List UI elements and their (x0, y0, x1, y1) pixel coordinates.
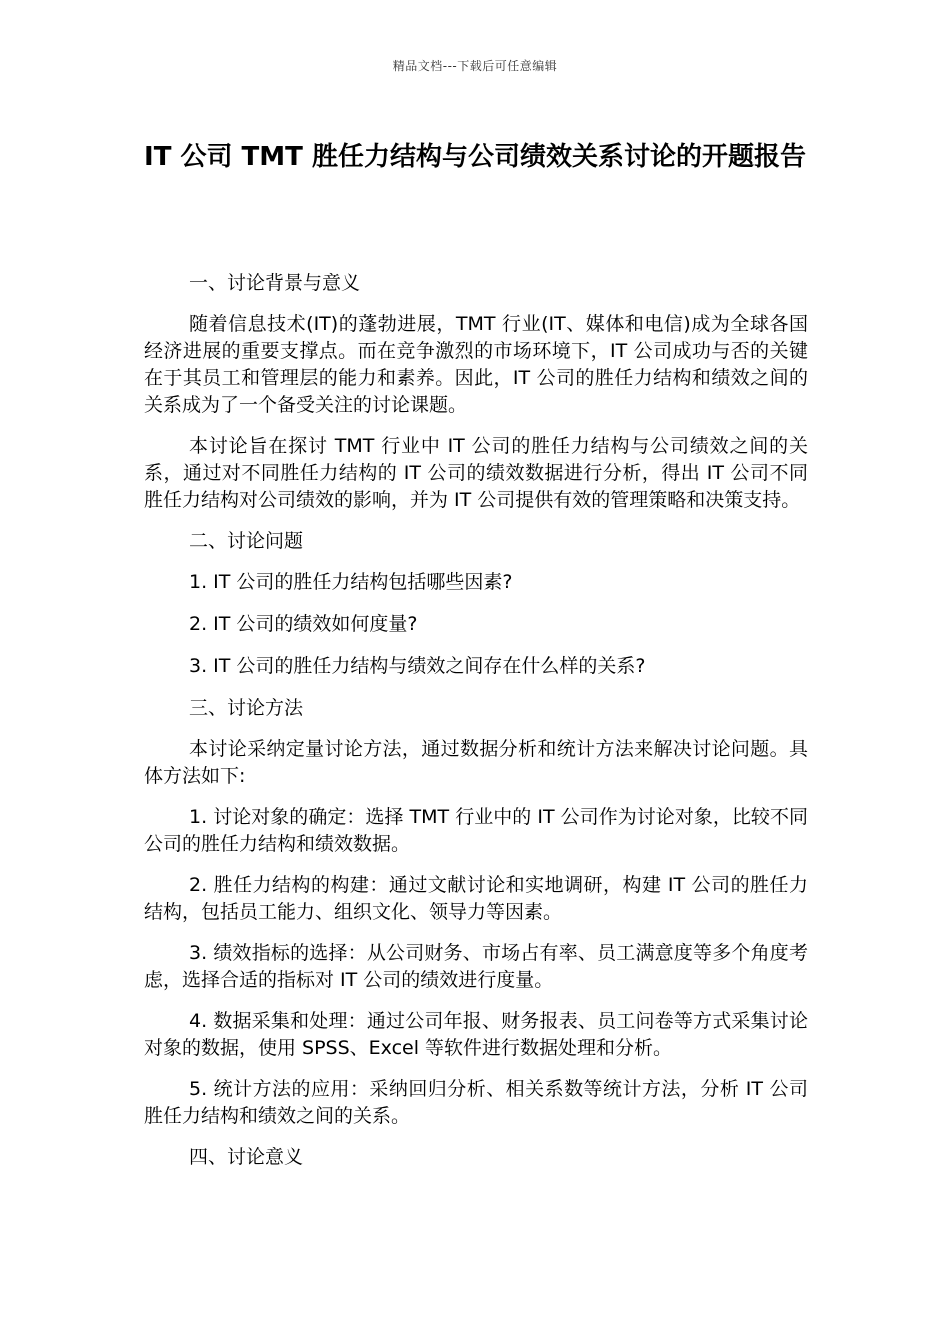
section-heading-methods: 三、讨论方法 (189, 697, 304, 719)
method-item-4: 4. 数据采集和处理：通过公司年报、财务报表、员工问卷等方式采集讨论对象的数据，使用 SPSS、Excel 等软件进行数据处理和分析。 (144, 1010, 808, 1059)
paragraph-methods-intro: 本讨论采纳定量讨论方法，通过数据分析和统计方法来解决讨论问题。具体方法如下: (144, 738, 808, 787)
section-heading-significance: 四、讨论意义 (189, 1146, 304, 1168)
question-item-2: 2. IT 公司的绩效如何度量? (189, 613, 418, 635)
question-item-1: 1. IT 公司的胜任力结构包括哪些因素? (189, 571, 513, 593)
paragraph-purpose: 本讨论旨在探讨 TMT 行业中 IT 公司的胜任力结构与公司绩效之间的关系，通过对不同胜任力结构的 IT 公司的绩效数据进行分析，得出 IT 公司不同胜任力结构对公司绩效的影响，并为 IT 公司提供有效的管理策略和决策支持。 (144, 435, 808, 511)
question-item-3: 3. IT 公司的胜任力结构与绩效之间存在什么样的关系? (189, 655, 646, 677)
document-body (144, 270, 808, 1185)
method-item-2: 2. 胜任力结构的构建：通过文献讨论和实地调研，构建 IT 公司的胜任力结构，包括员工能力、组织文化、领导力等因素。 (144, 874, 808, 923)
document-title: IT 公司 TMT 胜任力结构与公司绩效关系讨论的开题报告 (144, 142, 806, 172)
paragraph-background: 随着信息技术(IT)的蓬勃进展，TMT 行业(IT、媒体和电信)成为全球各国经济进展的重要支撑点。而在竞争激烈的市场环境下，IT 公司成功与否的关键在于其员工和管理层的能力和素养。因此，IT 公司的胜任力结构和绩效之间的关系成为了一个备受关注的讨论课题。 (144, 313, 808, 416)
header-note: 精品文档---下载后可任意编辑 (392, 59, 558, 73)
method-item-1: 1. 讨论对象的确定：选择 TMT 行业中的 IT 公司作为讨论对象，比较不同公司的胜任力结构和绩效数据。 (144, 806, 808, 855)
method-item-5: 5. 统计方法的应用：采纳回归分析、相关系数等统计方法，分析 IT 公司胜任力结构和绩效之间的关系。 (144, 1078, 808, 1127)
method-item-3: 3. 绩效指标的选择：从公司财务、市场占有率、员工满意度等多个角度考虑，选择合适的指标对 IT 公司的绩效进行度量。 (144, 942, 808, 991)
section-heading-questions: 二、讨论问题 (189, 530, 304, 552)
section-heading-background: 一、讨论背景与意义 (189, 272, 361, 294)
